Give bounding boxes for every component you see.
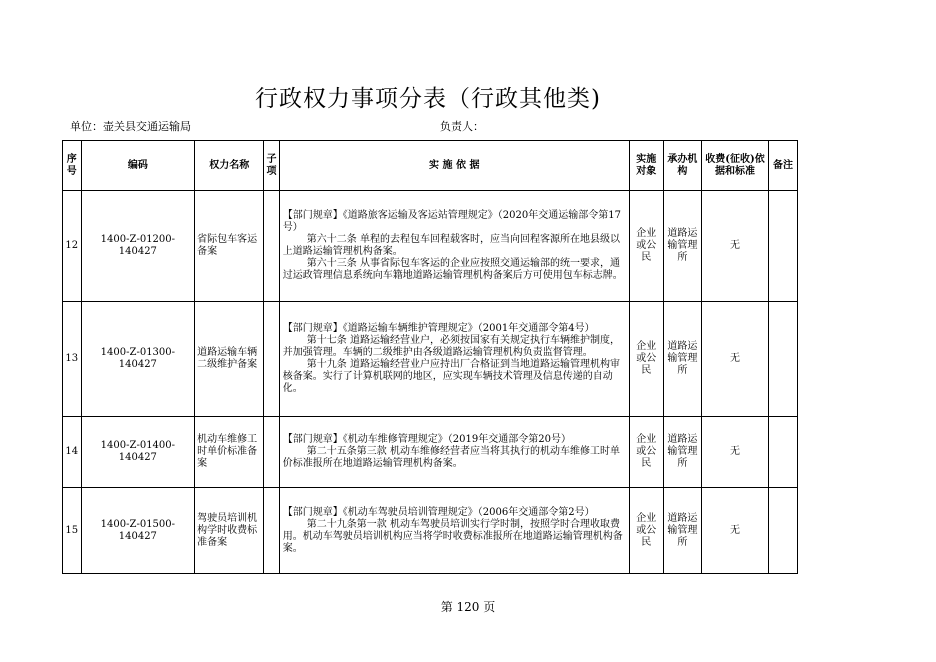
cell-object: 企业或公民 — [629, 488, 663, 574]
table-header-row — [63, 141, 798, 191]
cell-basis — [279, 417, 629, 488]
cell-seq: 15 — [63, 488, 82, 574]
power-items-table — [62, 140, 798, 574]
cell-name: 驾驶员培训机构学时收费标准备案 — [195, 488, 264, 574]
unit-label: 单位：壶关县交通运输局 — [70, 120, 191, 133]
header-sub: 子项 — [264, 141, 279, 191]
header-code: 编码 — [81, 141, 195, 191]
header-seq: 序号 — [63, 141, 82, 191]
cell-note — [769, 417, 798, 488]
basis-para: 第十九条 道路运输经营业户应持出厂合格证到当地道路运输管理机构审核备案。实行了计算机联网的地区，应实现车辆技术管理及信息传递的自动化。 — [282, 359, 620, 394]
page-title: 行政权力事项分表（行政其他类) — [255, 86, 601, 112]
cell-fee: 无 — [701, 488, 768, 574]
basis-para: 第二十九条第一款 机动车驾驶员培训实行学时制，按照学时合理收取费用。机动车驾驶员培训机构应当将学时收费标准报所在地道路运输管理机构备案。 — [282, 518, 623, 554]
header-object: 实施对象 — [629, 141, 663, 191]
table-row — [63, 488, 798, 574]
table-row — [63, 417, 798, 488]
cell-name: 道路运输车辆二级维护备案 — [195, 302, 264, 417]
basis-head: 【部门规章】《道路运输车辆维护管理规定》（2001年交通部令第4号） — [282, 323, 595, 334]
basis-para: 第六十二条 单程的去程包车回程载客时，应当向回程客源所在地县级以上道路运输管理机构备案。 — [282, 234, 620, 257]
basis-para: 第六十三条 从事省际包车客运的企业应按照交通运输部的统一要求，通过运政管理信息系统向车籍地道路运输管理机构备案后方可使用包车标志牌。 — [282, 258, 623, 281]
responsible-label: 负责人： — [440, 120, 484, 133]
header-name: 权力名称 — [195, 141, 264, 191]
cell-basis — [279, 191, 629, 302]
cell-seq: 12 — [63, 191, 82, 302]
table-row — [63, 191, 798, 302]
table-row — [63, 302, 798, 417]
cell-name: 机动车维修工时单价标准备案 — [195, 417, 264, 488]
basis-head: 【部门规章】《道路旅客运输及客运站管理规定》（2020年交通运输部令第17号） — [282, 210, 621, 233]
cell-code: 1400-Z-01300-140427 — [81, 302, 195, 417]
cell-org: 道路运输管理所 — [663, 488, 701, 574]
header-basis: 实 施 依 据 — [279, 141, 629, 191]
basis-head: 【部门规章】《机动车维修管理规定》（2019年交通部令第20号） — [282, 434, 571, 445]
cell-sub — [264, 488, 279, 574]
cell-basis — [279, 302, 629, 417]
cell-code: 1400-Z-01400-140427 — [81, 417, 195, 488]
cell-seq: 13 — [63, 302, 82, 417]
cell-object: 企业或公民 — [629, 417, 663, 488]
cell-org: 道路运输管理所 — [663, 417, 701, 488]
basis-head: 【部门规章】《机动车驾驶员培训管理规定》（2006年交通部令第2号） — [282, 506, 595, 518]
cell-sub — [264, 191, 279, 302]
cell-object: 企业或公民 — [629, 302, 663, 417]
cell-sub — [264, 417, 279, 488]
cell-name: 省际包车客运备案 — [195, 191, 264, 302]
cell-note — [769, 191, 798, 302]
cell-object: 企业或公民 — [629, 191, 663, 302]
cell-fee: 无 — [701, 191, 768, 302]
page-number: 第 120 页 — [440, 600, 496, 614]
cell-fee: 无 — [701, 417, 768, 488]
cell-sub — [264, 302, 279, 417]
cell-note — [769, 488, 798, 574]
header-note: 备注 — [769, 141, 798, 191]
cell-code: 1400-Z-01500-140427 — [81, 488, 195, 574]
cell-code: 1400-Z-01200-140427 — [81, 191, 195, 302]
cell-org: 道路运输管理所 — [663, 302, 701, 417]
header-fee: 收费(征收)依据和标准 — [701, 141, 768, 191]
header-org: 承办机构 — [663, 141, 701, 191]
cell-basis — [279, 488, 629, 574]
cell-seq: 14 — [63, 417, 82, 488]
cell-org: 道路运输管理所 — [663, 191, 701, 302]
cell-fee: 无 — [701, 302, 768, 417]
cell-note — [769, 302, 798, 417]
basis-para: 第十七条 道路运输经营业户，必须按国家有关规定执行车辆维护制度，并加强管理。车辆的二级维护由各级道路运输管理机构负责监督管理。 — [282, 335, 620, 358]
basis-para: 第二十五条第三款 机动车维修经营者应当将其执行的机动车维修工时单价标准报所在地道路运输管理机构备案。 — [282, 446, 620, 469]
